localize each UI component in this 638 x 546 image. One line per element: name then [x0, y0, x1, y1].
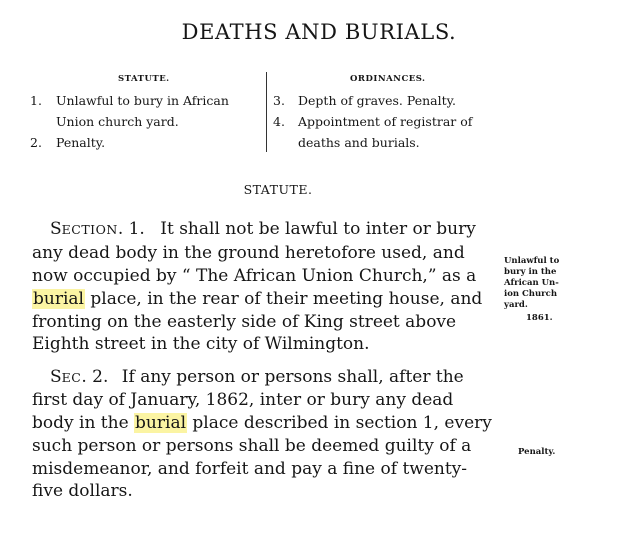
- section-heading: STATUTE.: [243, 182, 313, 197]
- section2-line: five dollars.: [32, 481, 133, 501]
- toc-item-text: Unlawful to bury in African: [56, 93, 229, 108]
- section1-label-initial: S: [50, 219, 62, 239]
- margin-note-line: bury in the: [504, 267, 557, 277]
- section2-line: misdemeanor, and forfeit and pay a fine of twenty-: [32, 459, 468, 479]
- section1-line: Eighth street in the city of Wilmington.: [32, 334, 370, 354]
- section2-text: If any person or persons shall, after the: [121, 367, 464, 387]
- toc-ordinances-heading: ORDINANCES.: [350, 74, 426, 84]
- margin-note-line: yard.: [504, 300, 528, 310]
- margin-note-penalty: Penalty.: [518, 447, 556, 457]
- toc-item-text: Depth of graves. Penalty.: [298, 93, 456, 108]
- section2-label-number: . 2.: [81, 367, 109, 387]
- section1-text: place, in the rear of their meeting house, and: [90, 289, 483, 309]
- margin-note-year: 1861.: [526, 313, 553, 323]
- section2-text: place described in section 1, every: [192, 413, 492, 433]
- toc-item-number: 2.: [30, 135, 42, 150]
- toc-item: [30, 93, 42, 108]
- section2-line: such person or persons shall be deemed guilty of a: [32, 436, 472, 456]
- section1-line: now occupied by “ The African Union Church,” as a: [32, 266, 477, 286]
- section1-line: [50, 219, 498, 240]
- search-highlight: burial: [135, 413, 187, 433]
- section1-line: any dead body in the ground heretofore used, and: [32, 243, 465, 263]
- section1-label-smallcaps: ECTION: [61, 222, 118, 237]
- margin-note-line: ion Church: [504, 289, 557, 299]
- section1-label-number: . 1.: [117, 219, 145, 239]
- section1-line: [32, 289, 482, 309]
- section1-line: fronting on the easterly side of King street above: [32, 312, 457, 332]
- toc-statute-heading: STATUTE.: [118, 74, 170, 84]
- section2-label-smallcaps: EC: [61, 370, 82, 385]
- toc-item-text: deaths and burials.: [298, 135, 420, 150]
- toc-item-number: 4.: [273, 114, 285, 129]
- toc-item-text: Union church yard.: [56, 114, 179, 129]
- toc-item-text: Appointment of registrar of: [298, 114, 473, 129]
- margin-note-line: Unlawful to: [504, 256, 560, 266]
- page-title: DEATHS AND BURIALS.: [181, 20, 457, 44]
- toc-item-text: Penalty.: [56, 135, 106, 150]
- section2-line: [32, 413, 492, 433]
- toc-item-number: 1.: [30, 93, 42, 108]
- section1-text: It shall not be lawful to inter or bury: [160, 219, 476, 239]
- section2-text: body in the: [32, 413, 129, 433]
- section2-line: first day of January, 1862, inter or bury any dead: [32, 390, 454, 410]
- section2-label-initial: S: [50, 367, 62, 387]
- margin-note-line: African Un-: [504, 278, 559, 288]
- section2-line: [50, 367, 464, 388]
- toc-item-number: 3.: [273, 93, 285, 108]
- toc-divider: [266, 72, 267, 152]
- search-highlight: burial: [33, 289, 84, 309]
